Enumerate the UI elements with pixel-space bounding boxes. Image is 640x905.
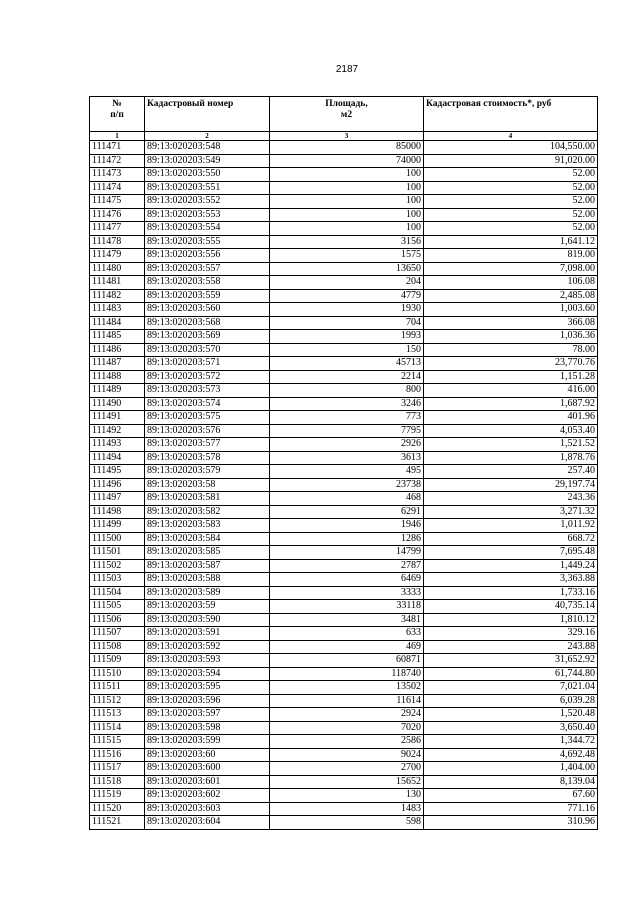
area-value: 773: [270, 411, 424, 425]
row-number: 111500: [90, 532, 145, 546]
row-number: 111471: [90, 141, 145, 155]
row-number: 111478: [90, 235, 145, 249]
cadastral-cost: 23,770.76: [424, 357, 598, 371]
row-number: 111511: [90, 681, 145, 695]
cadastral-cost: 78.00: [424, 343, 598, 357]
cadastral-cost: 6,039.28: [424, 694, 598, 708]
cadastral-number: 89:13:020203:578: [145, 451, 270, 465]
cadastral-cost: 1,036.36: [424, 330, 598, 344]
table-row: [90, 465, 598, 479]
row-number: 111496: [90, 478, 145, 492]
table-row: [90, 424, 598, 438]
area-value: 2924: [270, 708, 424, 722]
area-value: 1946: [270, 519, 424, 533]
cadastral-cost: 257.40: [424, 465, 598, 479]
table-row: [90, 573, 598, 587]
table-row: [90, 505, 598, 519]
cadastral-number: 89:13:020203:575: [145, 411, 270, 425]
table-row: [90, 532, 598, 546]
area-value: 130: [270, 789, 424, 803]
cadastral-number: 89:13:020203:551: [145, 181, 270, 195]
header-number-line2: п/п: [110, 110, 124, 120]
cadastral-number: 89:13:020203:577: [145, 438, 270, 452]
area-value: 11614: [270, 694, 424, 708]
cadastral-cost: 310.96: [424, 816, 598, 830]
area-value: 1575: [270, 249, 424, 263]
row-number: 111486: [90, 343, 145, 357]
cadastral-number: 89:13:020203:600: [145, 762, 270, 776]
row-number: 111487: [90, 357, 145, 371]
cadastral-number: 89:13:020203:569: [145, 330, 270, 344]
table-row: [90, 357, 598, 371]
row-number: 111480: [90, 262, 145, 276]
table-row: [90, 654, 598, 668]
table-row: [90, 519, 598, 533]
row-number: 111497: [90, 492, 145, 506]
row-number: 111505: [90, 600, 145, 614]
cadastral-cost: 4,692.48: [424, 748, 598, 762]
cadastral-cost: 8,139.04: [424, 775, 598, 789]
area-value: 3156: [270, 235, 424, 249]
cadastral-number: 89:13:020203:574: [145, 397, 270, 411]
table-row: [90, 208, 598, 222]
row-number: 111502: [90, 559, 145, 573]
row-number: 111477: [90, 222, 145, 236]
area-value: 1286: [270, 532, 424, 546]
area-value: 100: [270, 181, 424, 195]
cadastral-number: 89:13:020203:601: [145, 775, 270, 789]
cadastral-cost: 1,003.60: [424, 303, 598, 317]
cadastral-number: 89:13:020203:581: [145, 492, 270, 506]
cadastral-cost: 52.00: [424, 181, 598, 195]
cadastral-number: 89:13:020203:559: [145, 289, 270, 303]
cadastral-number: 89:13:020203:572: [145, 370, 270, 384]
row-number: 111484: [90, 316, 145, 330]
table-row: [90, 262, 598, 276]
cadastral-cost: 771.16: [424, 802, 598, 816]
area-value: 7020: [270, 721, 424, 735]
area-value: 468: [270, 492, 424, 506]
area-value: 6469: [270, 573, 424, 587]
cadastral-cost: 1,641.12: [424, 235, 598, 249]
table-row: [90, 478, 598, 492]
cadastral-cost: 401.96: [424, 411, 598, 425]
table-row: [90, 613, 598, 627]
area-value: 100: [270, 222, 424, 236]
table-row: [90, 681, 598, 695]
table-row: [90, 222, 598, 236]
header-number: [90, 97, 145, 132]
table-row: [90, 451, 598, 465]
cadastral-cost: 329.16: [424, 627, 598, 641]
area-value: 204: [270, 276, 424, 290]
row-number: 111473: [90, 168, 145, 182]
table-row: [90, 492, 598, 506]
table-row: [90, 789, 598, 803]
area-value: 3246: [270, 397, 424, 411]
table-row: [90, 667, 598, 681]
cadastral-number: 89:13:020203:590: [145, 613, 270, 627]
table-row: [90, 600, 598, 614]
table-row: [90, 181, 598, 195]
table-row: [90, 559, 598, 573]
cadastral-number: 89:13:020203:591: [145, 627, 270, 641]
cadastral-cost: 7,695.48: [424, 546, 598, 560]
row-number: 111475: [90, 195, 145, 209]
cadastral-number: 89:13:020203:589: [145, 586, 270, 600]
header-area: [270, 97, 424, 132]
cadastral-cost: 52.00: [424, 195, 598, 209]
cadastral-cost: 4,053.40: [424, 424, 598, 438]
table-row: [90, 195, 598, 209]
table-row: [90, 154, 598, 168]
table-row: [90, 235, 598, 249]
row-number: 111481: [90, 276, 145, 290]
area-value: 9024: [270, 748, 424, 762]
cadastral-cost: 2,485.08: [424, 289, 598, 303]
row-number: 111520: [90, 802, 145, 816]
cadastral-cost: 52.00: [424, 168, 598, 182]
area-value: 800: [270, 384, 424, 398]
row-number: 111518: [90, 775, 145, 789]
table-row: [90, 303, 598, 317]
table-row: [90, 316, 598, 330]
row-number: 111488: [90, 370, 145, 384]
cadastral-number: 89:13:020203:582: [145, 505, 270, 519]
cadastral-number: 89:13:020203:552: [145, 195, 270, 209]
cadastral-number: 89:13:020203:587: [145, 559, 270, 573]
area-value: 1483: [270, 802, 424, 816]
area-value: 100: [270, 208, 424, 222]
row-number: 111499: [90, 519, 145, 533]
cadastral-cost: 52.00: [424, 208, 598, 222]
cadastral-cost: 3,650.40: [424, 721, 598, 735]
cadastral-cost: 7,021.04: [424, 681, 598, 695]
row-number: 111472: [90, 154, 145, 168]
table-row: [90, 546, 598, 560]
row-number: 111489: [90, 384, 145, 398]
cadastral-cost: 31,652.92: [424, 654, 598, 668]
row-number: 111474: [90, 181, 145, 195]
cadastral-cost: 243.36: [424, 492, 598, 506]
cadastral-cost: 1,521.52: [424, 438, 598, 452]
cadastral-number: 89:13:020203:60: [145, 748, 270, 762]
page-number: 2187: [335, 64, 359, 75]
cadastral-cost: 52.00: [424, 222, 598, 236]
cadastral-cost: 1,733.16: [424, 586, 598, 600]
row-number: 111501: [90, 546, 145, 560]
cadastral-cost: 67.60: [424, 789, 598, 803]
cadastral-cost: 1,449.24: [424, 559, 598, 573]
cadastral-cost: 1,687.92: [424, 397, 598, 411]
cadastral-number: 89:13:020203:59: [145, 600, 270, 614]
table-row: [90, 384, 598, 398]
table-row: [90, 141, 598, 155]
table-row: [90, 397, 598, 411]
area-value: 14799: [270, 546, 424, 560]
table-body: [90, 141, 598, 830]
row-number: 111494: [90, 451, 145, 465]
area-value: 100: [270, 168, 424, 182]
cadastral-number: 89:13:020203:568: [145, 316, 270, 330]
area-value: 469: [270, 640, 424, 654]
row-number: 111509: [90, 654, 145, 668]
cadastral-number: 89:13:020203:597: [145, 708, 270, 722]
table-row: [90, 802, 598, 816]
cadastral-number: 89:13:020203:560: [145, 303, 270, 317]
table-row: [90, 640, 598, 654]
area-value: 6291: [270, 505, 424, 519]
header-number-line1: №: [112, 99, 122, 109]
cadastral-number: 89:13:020203:554: [145, 222, 270, 236]
area-value: 3333: [270, 586, 424, 600]
row-number: 111504: [90, 586, 145, 600]
area-value: 33118: [270, 600, 424, 614]
row-number: 111485: [90, 330, 145, 344]
area-value: 3481: [270, 613, 424, 627]
table-row: [90, 343, 598, 357]
table-header-row: [90, 97, 598, 132]
cadastral-number: 89:13:020203:583: [145, 519, 270, 533]
area-value: 7795: [270, 424, 424, 438]
row-number: 111491: [90, 411, 145, 425]
area-value: 150: [270, 343, 424, 357]
row-number: 111503: [90, 573, 145, 587]
cadastral-number: 89:13:020203:602: [145, 789, 270, 803]
table-row: [90, 586, 598, 600]
column-index-row: [90, 132, 598, 141]
cadastral-cost: 366.08: [424, 316, 598, 330]
table-row: [90, 694, 598, 708]
row-number: 111516: [90, 748, 145, 762]
column-index: 3: [270, 132, 424, 141]
cadastral-number: 89:13:020203:555: [145, 235, 270, 249]
row-number: 111508: [90, 640, 145, 654]
area-value: 60871: [270, 654, 424, 668]
cadastral-number: 89:13:020203:596: [145, 694, 270, 708]
area-value: 3613: [270, 451, 424, 465]
row-number: 111515: [90, 735, 145, 749]
column-index: 1: [90, 132, 145, 141]
row-number: 111490: [90, 397, 145, 411]
area-value: 1930: [270, 303, 424, 317]
row-number: 111517: [90, 762, 145, 776]
cadastral-number: 89:13:020203:598: [145, 721, 270, 735]
cadastral-number: 89:13:020203:550: [145, 168, 270, 182]
cadastral-number: 89:13:020203:594: [145, 667, 270, 681]
cadastral-number: 89:13:020203:579: [145, 465, 270, 479]
table-row: [90, 370, 598, 384]
header-area-line2: м2: [340, 110, 353, 120]
cadastral-number: 89:13:020203:556: [145, 249, 270, 263]
cadastral-number: 89:13:020203:585: [145, 546, 270, 560]
area-value: 2586: [270, 735, 424, 749]
cadastral-cost: 1,344.72: [424, 735, 598, 749]
row-number: 111495: [90, 465, 145, 479]
cadastral-number: 89:13:020203:571: [145, 357, 270, 371]
area-value: 704: [270, 316, 424, 330]
cadastral-cost: 40,735.14: [424, 600, 598, 614]
row-number: 111514: [90, 721, 145, 735]
cadastral-number: 89:13:020203:548: [145, 141, 270, 155]
area-value: 45713: [270, 357, 424, 371]
area-value: 85000: [270, 141, 424, 155]
cadastral-number: 89:13:020203:592: [145, 640, 270, 654]
row-number: 111479: [90, 249, 145, 263]
row-number: 111492: [90, 424, 145, 438]
cadastral-cost: 1,404.00: [424, 762, 598, 776]
area-value: 15652: [270, 775, 424, 789]
row-number: 111513: [90, 708, 145, 722]
cadastral-cost: 243.88: [424, 640, 598, 654]
table-row: [90, 735, 598, 749]
cadastral-number: 89:13:020203:603: [145, 802, 270, 816]
cadastral-number: 89:13:020203:584: [145, 532, 270, 546]
area-value: 1993: [270, 330, 424, 344]
area-value: 23738: [270, 478, 424, 492]
cadastral-cost: 819.00: [424, 249, 598, 263]
area-value: 13650: [270, 262, 424, 276]
cadastral-number: 89:13:020203:573: [145, 384, 270, 398]
area-value: 118740: [270, 667, 424, 681]
row-number: 111510: [90, 667, 145, 681]
cadastral-cost: 1,011.92: [424, 519, 598, 533]
table-row: [90, 289, 598, 303]
row-number: 111483: [90, 303, 145, 317]
header-area-line1: Площадь,: [325, 99, 368, 109]
cadastral-cost: 1,520.48: [424, 708, 598, 722]
cadastral-number: 89:13:020203:557: [145, 262, 270, 276]
row-number: 111506: [90, 613, 145, 627]
table-row: [90, 627, 598, 641]
table-row: [90, 762, 598, 776]
column-index: 2: [145, 132, 270, 141]
cadastral-number: 89:13:020203:576: [145, 424, 270, 438]
row-number: 111507: [90, 627, 145, 641]
header-cadastral-number: Кадастровый номер: [145, 97, 270, 132]
row-number: 111498: [90, 505, 145, 519]
cadastral-number: 89:13:020203:570: [145, 343, 270, 357]
cadastral-number: 89:13:020203:599: [145, 735, 270, 749]
cadastral-number: 89:13:020203:588: [145, 573, 270, 587]
cadastral-cost: 1,151.28: [424, 370, 598, 384]
table-row: [90, 775, 598, 789]
table-row: [90, 168, 598, 182]
area-value: 2214: [270, 370, 424, 384]
row-number: 111521: [90, 816, 145, 830]
cadastral-cost: 668.72: [424, 532, 598, 546]
cadastral-cost: 104,550.00: [424, 141, 598, 155]
cadastral-cost: 91,020.00: [424, 154, 598, 168]
row-number: 111519: [90, 789, 145, 803]
table-row: [90, 249, 598, 263]
cadastral-cost: 1,878.76: [424, 451, 598, 465]
area-value: 2926: [270, 438, 424, 452]
cadastral-number: 89:13:020203:595: [145, 681, 270, 695]
area-value: 2787: [270, 559, 424, 573]
table-row: [90, 330, 598, 344]
cadastral-cost: 3,363.88: [424, 573, 598, 587]
cadastral-cost: 61,744.80: [424, 667, 598, 681]
area-value: 4779: [270, 289, 424, 303]
table-row: [90, 708, 598, 722]
cadastral-cost: 3,271.32: [424, 505, 598, 519]
cadastral-number: 89:13:020203:604: [145, 816, 270, 830]
row-number: 111493: [90, 438, 145, 452]
table-row: [90, 816, 598, 830]
area-value: 2700: [270, 762, 424, 776]
cadastral-cost: 1,810.12: [424, 613, 598, 627]
cadastral-number: 89:13:020203:553: [145, 208, 270, 222]
cadastral-cost: 29,197.74: [424, 478, 598, 492]
cadastral-cost: 106.08: [424, 276, 598, 290]
table-row: [90, 721, 598, 735]
area-value: 100: [270, 195, 424, 209]
cadastral-number: 89:13:020203:558: [145, 276, 270, 290]
cadastral-number: 89:13:020203:58: [145, 478, 270, 492]
cadastral-number: 89:13:020203:593: [145, 654, 270, 668]
cadastral-table: [89, 96, 598, 830]
table-row: [90, 276, 598, 290]
table-row: [90, 411, 598, 425]
cadastral-number: 89:13:020203:549: [145, 154, 270, 168]
row-number: 111482: [90, 289, 145, 303]
row-number: 111512: [90, 694, 145, 708]
column-index: 4: [424, 132, 598, 141]
row-number: 111476: [90, 208, 145, 222]
area-value: 633: [270, 627, 424, 641]
table-row: [90, 438, 598, 452]
cadastral-cost: 7,098.00: [424, 262, 598, 276]
header-cadastral-cost: Кадастровая стоимость*, руб: [424, 97, 598, 132]
area-value: 495: [270, 465, 424, 479]
table-row: [90, 748, 598, 762]
cadastral-cost: 416.00: [424, 384, 598, 398]
area-value: 13502: [270, 681, 424, 695]
area-value: 74000: [270, 154, 424, 168]
area-value: 598: [270, 816, 424, 830]
